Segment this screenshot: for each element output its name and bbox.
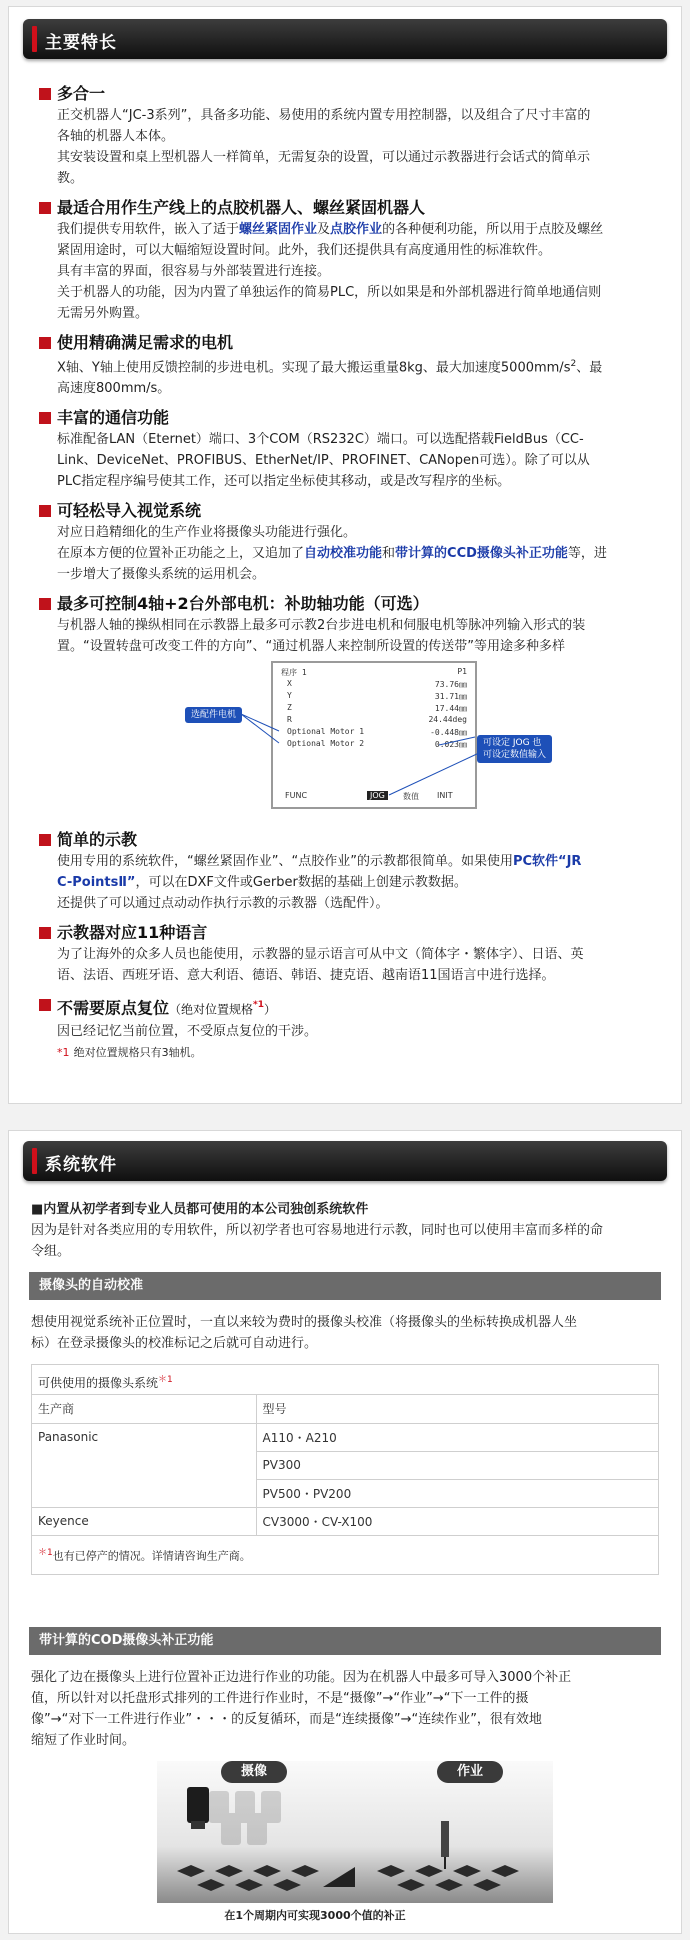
- model-cell: A110・A210: [256, 1423, 658, 1451]
- footnote-mark: *1: [57, 1045, 70, 1059]
- section-title: 主要特长: [45, 33, 117, 53]
- feature-line: 教。: [57, 171, 84, 186]
- feature-motor: [39, 332, 663, 399]
- callout-line: 可设定数值输入: [483, 750, 547, 761]
- text: 的各种便利功能，所以用于点胶及螺丝: [382, 222, 604, 237]
- program-label: 程序 1: [281, 668, 307, 678]
- feature-title: 使用精确满足需求的电机: [39, 332, 663, 354]
- feature-line: [57, 543, 663, 564]
- title-text: 不需要原点复位: [57, 998, 170, 1018]
- jog-key[interactable]: JOG: [367, 791, 388, 800]
- header-maker: 生产商: [32, 1395, 256, 1423]
- text: 等，进: [567, 546, 607, 562]
- camera-icon: [187, 1787, 209, 1823]
- feature-line: [57, 872, 663, 893]
- maker-cell: Panasonic: [32, 1423, 256, 1507]
- feature-line: 置。“设置转盘可改变工件的方向”、“通过机器人来控制所设置的传送带”等用途多种多样: [57, 639, 565, 655]
- auto-calibration-link[interactable]: 自动校准功能: [304, 546, 383, 562]
- model-cell: PV500・PV200: [256, 1479, 658, 1507]
- superscript: 2: [570, 359, 577, 369]
- camera-systems-table: [31, 1364, 659, 1575]
- feature-line: 标准配备LAN（Eternet）端口、3个COM（RS232C）端口。可以选配搭载FieldBus（CC-: [57, 432, 584, 448]
- caption-text: 可供使用的摄像头系统: [38, 1376, 159, 1390]
- footnote-mark: *1: [253, 1000, 264, 1011]
- feature-line: 各轴的机器人本体。: [57, 129, 175, 144]
- feature-line: 紧固用途时，可以大幅缩短设置时间。此外，我们还提供具有高度通用性的标准软件。: [57, 243, 552, 258]
- feature-vision: [39, 500, 663, 585]
- capture-label: 摄像: [221, 1761, 287, 1783]
- feature-no-homing: [39, 994, 663, 1062]
- feature-line: 具有丰富的界面，很容易与外部装置进行连接。: [57, 264, 331, 279]
- paragraph-line: 值，所以针对以托盘形式排列的工件进行作业时，不是“摄像”→“作业”→“下一工件的摄: [31, 1690, 529, 1706]
- axis-value: 24.44deg: [428, 715, 467, 725]
- title-note: （绝对位置规格: [169, 1002, 254, 1017]
- intro-title: ■内置从初学者到专业人员都可使用的本公司独创系统软件: [31, 1202, 369, 1217]
- text: 、最: [576, 360, 603, 376]
- camera-correction-illustration: [157, 1761, 553, 1903]
- axis-label: Optional Motor 2: [287, 739, 365, 749]
- footnote-mark: ＊1: [158, 1375, 173, 1385]
- feature-line: Link、DeviceNet、PROFIBUS、EtherNet/IP、PROFINET、CANopen可选）。除了可以从: [57, 453, 590, 469]
- table-row: [32, 1507, 658, 1535]
- axis-value: 31.71㎜: [434, 692, 467, 702]
- feature-line: 与机器人轴的操纵相同在示教器上最多可示教2台步进电机和伺服电机等脉冲列输入形式的装: [57, 618, 586, 634]
- footnote: [57, 1042, 663, 1063]
- feature-line: 一步增大了摄像头系统的运用机会。: [57, 567, 266, 583]
- text: 及: [317, 222, 331, 237]
- feature-line: 语、法语、西班牙语、意大利语、德语、韩语、捷克语、越南语11国语言中进行选择。: [57, 968, 555, 984]
- feature-dispensing-screw: [39, 197, 663, 324]
- ccd-correction-link[interactable]: 带计算的CCD摄像头补正功能: [395, 546, 568, 562]
- optional-motor-callout: 选配件电机: [185, 707, 242, 723]
- feature-line: 无需另外购置。: [57, 306, 149, 321]
- feature-title: 多合一: [39, 83, 663, 105]
- text: 我们提供专用软件，嵌入了适于: [57, 222, 240, 237]
- header-accent-bar: [32, 1148, 37, 1174]
- feature-line: 为了让海外的众多人员也能使用，示教器的显示语言可从中文（简体字・繁体字）、日语、英: [57, 947, 584, 963]
- feature-line: 因已经记忆当前位置，不受原点复位的干涉。: [57, 1023, 318, 1039]
- footnote-text: 也有已停产的情况。详情请咨询生产商。: [52, 1549, 251, 1563]
- text: 在原本方便的位置补正功能之上，又追加了: [57, 546, 305, 562]
- maker-cell: Keyence: [32, 1507, 256, 1535]
- feature-all-in-one: [39, 83, 663, 189]
- teach-pendant-illustration: [9, 657, 681, 829]
- paragraph-line: 标）在登录摄像头的校准标记之后就可自动进行。: [31, 1336, 318, 1351]
- jog-setting-callout: [477, 735, 552, 763]
- table-footnote: [32, 1536, 658, 1574]
- camera-table: [32, 1395, 658, 1536]
- feature-communication: [39, 407, 663, 492]
- feature-line: [57, 354, 663, 378]
- footnote-mark: ＊1: [38, 1547, 53, 1558]
- auto-calibration-heading: 摄像头的自动校准: [29, 1272, 661, 1300]
- table-row: [32, 1423, 658, 1451]
- feature-line: 还提供了可以通过点动动作执行示教的示教器（选配件）。: [57, 896, 389, 912]
- model-cell: CV3000・CV-X100: [256, 1507, 658, 1535]
- feature-line: 高速度800mm/s。: [57, 381, 171, 397]
- feature-line: 关于机器人的功能，因为内置了单独运作的简易PLC，所以如果是和外部机器进行简单地通信则: [57, 285, 602, 300]
- feature-line: 对应日趋精细化的生产作业将摄像头功能进行强化。: [57, 525, 357, 541]
- feature-title: 最多可控制4轴+2台外部电机：补助轴功能（可选）: [39, 593, 663, 615]
- text: X轴、Y轴上使用反馈控制的步进电机。实现了最大搬运重量8kg、最大加速度5000mm/s: [57, 360, 571, 376]
- axis-label: R: [287, 715, 292, 725]
- callout-line: 可设定 JOG 也: [483, 738, 542, 749]
- header-model: 型号: [256, 1395, 658, 1423]
- paragraph-line: 强化了边在摄像头上进行位置补正边进行作业的功能。因为在机器人中最多可导入3000个补正: [31, 1669, 572, 1685]
- nozzle-icon: [441, 1821, 449, 1857]
- axis-label: Optional Motor 1: [287, 727, 365, 737]
- axis-label: Z: [287, 703, 292, 713]
- feature-title: 可轻松导入视觉系统: [39, 500, 663, 522]
- system-software-panel: [8, 1130, 682, 1934]
- footnote-text: 绝对位置规格只有3轴机。: [73, 1045, 202, 1059]
- paragraph-line: 像”→“对下一工件进行作业”・・・的反复循环，而是“连续摄像”→“连续作业”，很有效地: [31, 1711, 542, 1727]
- jr-c-points-link[interactable]: C-PointsⅡ”: [57, 875, 136, 891]
- axis-label: X: [287, 679, 292, 689]
- axis-value: -0.448㎜: [430, 728, 467, 738]
- feature-title: 丰富的通信功能: [39, 407, 663, 429]
- section-header: [23, 19, 667, 59]
- callout-leader-lines: [9, 657, 683, 829]
- axis-value: 17.44㎜: [434, 704, 467, 714]
- model-cell: PV300: [256, 1451, 658, 1479]
- feature-aux-axis: [39, 593, 663, 657]
- table-header-row: [32, 1395, 658, 1423]
- section-title: 系统软件: [45, 1155, 117, 1175]
- text: 使用专用的系统软件，“螺丝紧固作业”、“点胶作业”的示教都很简单。如果使用: [57, 854, 513, 870]
- axis-value: 73.76㎜: [434, 680, 467, 690]
- header-accent-bar: [32, 26, 37, 52]
- func-key[interactable]: FUNC: [285, 791, 308, 801]
- paragraph-line: 想使用视觉系统补正位置时，一直以来较为费时的摄像头校准（将摄像头的坐标转换成机器人坐: [31, 1315, 578, 1330]
- feature-title: 最适合用作生产线上的点胶机器人、螺丝紧固机器人: [39, 197, 663, 219]
- text: 和: [382, 546, 396, 562]
- feature-title: 简单的示教: [39, 829, 663, 851]
- illustration-caption: 在1个周期内可实现3000个值的补正: [224, 1908, 406, 1922]
- jr-c-points-link[interactable]: PC软件“JR: [512, 854, 582, 870]
- title-note: ）: [264, 1002, 277, 1017]
- feature-languages: [39, 922, 663, 986]
- ccd-correction-heading: 带计算的COD摄像头补正功能: [29, 1627, 661, 1655]
- numeric-key[interactable]: 数值: [403, 792, 419, 802]
- work-label: 作业: [437, 1761, 503, 1783]
- init-key[interactable]: INIT: [437, 791, 453, 801]
- table-caption: [32, 1365, 658, 1395]
- section-header: [23, 1141, 667, 1181]
- feature-title: [39, 994, 663, 1020]
- feature-title: 示教器对应11种语言: [39, 922, 663, 944]
- feature-line: [57, 851, 663, 872]
- intro-line: 因为是针对各类应用的专用软件，所以初学者也可容易地进行示教，同时也可以使用丰富而多样的命: [31, 1223, 604, 1238]
- feature-line: 正交机器人“JC-3系列”，具备多功能、易使用的系统内置专用控制器，以及组合了尺寸丰富的: [57, 108, 591, 123]
- features-panel: [8, 6, 682, 1104]
- feature-line: [57, 219, 663, 240]
- paragraph-line: 缩短了作业时间。: [31, 1732, 136, 1748]
- text: ，可以在DXF文件或Gerber数据的基础上创建示教数据。: [135, 875, 467, 891]
- feature-line: PLC指定程序编号使其工作，还可以指定坐标使其移动，或是改写程序的坐标。: [57, 474, 511, 490]
- screw-fastening-link[interactable]: 螺丝紧固作业: [239, 222, 318, 237]
- axis-label: Y: [287, 691, 292, 701]
- axis-value: 0.023㎜: [434, 740, 467, 750]
- feature-simple-teaching: [39, 829, 663, 914]
- dispensing-link[interactable]: 点胶作业: [330, 222, 383, 237]
- point-label: P1: [457, 667, 467, 677]
- intro-line: 令组。: [31, 1244, 71, 1259]
- feature-line: 其安装设置和桌上型机器人一样简单，无需复杂的设置，可以通过示教器进行会话式的简单示: [57, 150, 591, 165]
